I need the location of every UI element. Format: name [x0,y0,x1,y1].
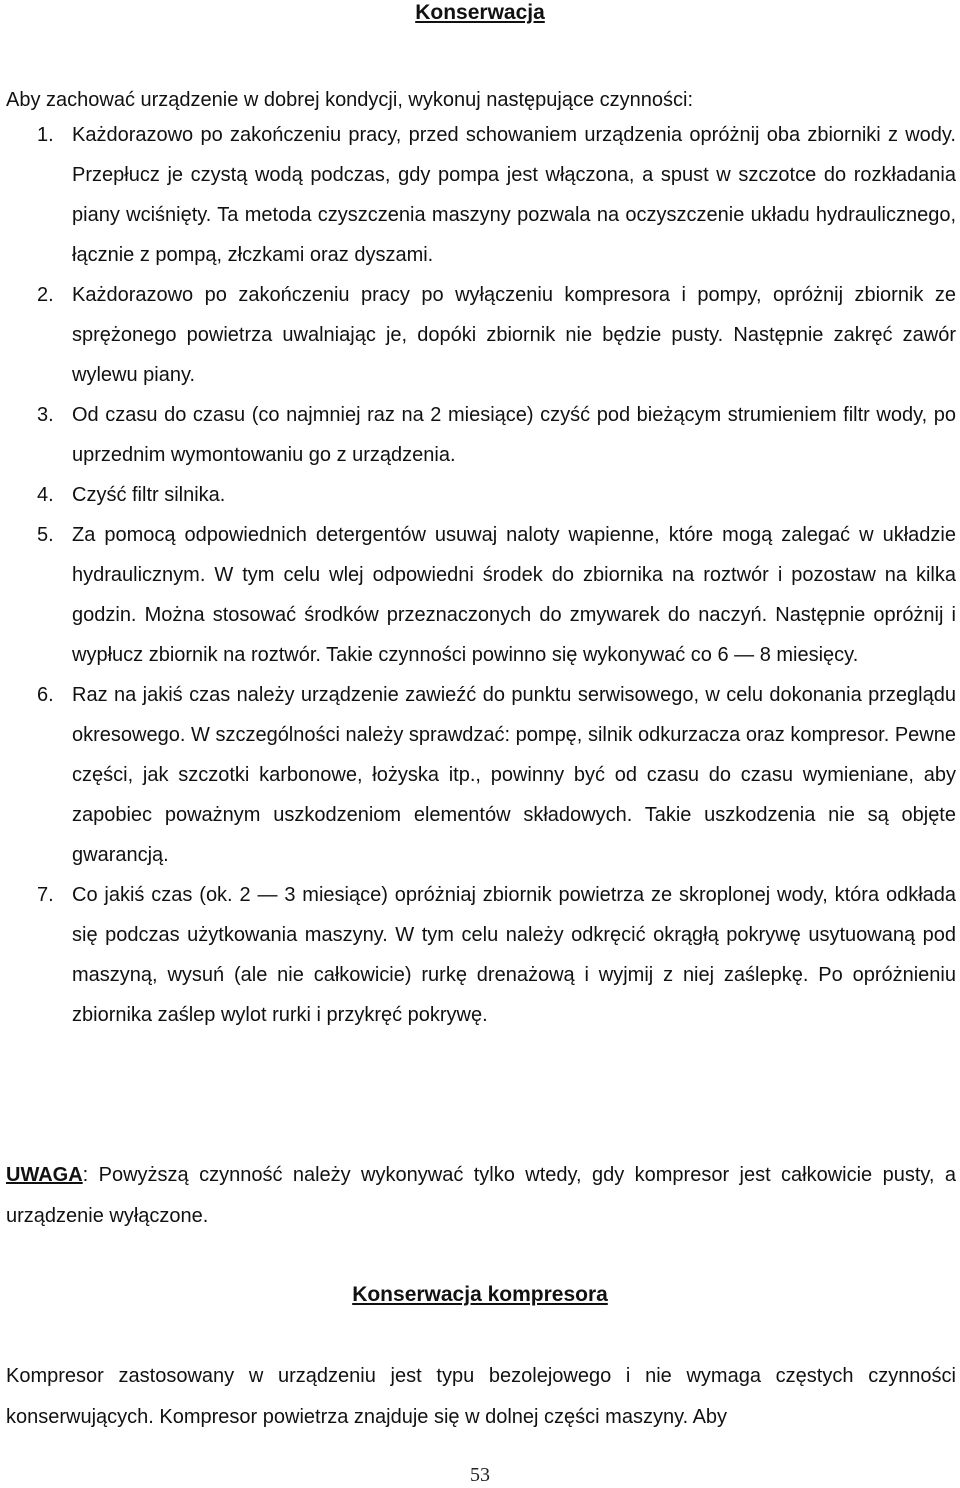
section-heading: Konserwacja [415,1,545,24]
list-item-number: 6. [37,684,54,706]
list-item-number: 5. [37,524,54,546]
list-item-text: Od czasu do czasu (co najmniej raz na 2 miesiące) czyść pod bieżącym strumieniem filtr wody, po uprzednim wymontowaniu go z urządzenia. [72,404,956,466]
list-item [0,395,956,475]
list-item [0,475,956,515]
list-item [0,275,956,395]
warning-label: UWAGA [6,1164,83,1186]
compressor-paragraph: Kompresor zastosowany w urządzeniu jest typu bezolejowego i nie wymaga częstych czynności konserwujących. Kompresor powietrza znajduje się w dolnej części maszyny. Aby [6,1365,956,1428]
warning-text: : Powyższą czynność należy wykonywać tylko wtedy, gdy kompresor jest całkowicie pusty, a urządzenie wyłączone. [6,1164,956,1227]
page-number: 53 [470,1464,490,1486]
list-item-text: Za pomocą odpowiednich detergentów usuwaj naloty wapienne, które mogą zalegać w układzie hydraulicznym. W tym celu wlej odpowiedni środek do zbiornika na roztwór i pozostaw na kilka godzin. Można stosować środków przeznaczonych do zmywarek do naczyń. Następnie opróżnij i wypłucz zbiornik na roztwór. Takie czynności powinno się wykonywać co 6 — 8 miesięcy. [72,524,956,666]
list-item [0,515,956,675]
list-item-text: Czyść filtr silnika. [72,484,226,506]
list-item [0,875,956,1035]
list-item-number: 4. [37,484,54,506]
list-item-text: Każdorazowo po zakończeniu pracy, przed schowaniem urządzenia opróżnij oba zbiorniki z wody. Przepłucz je czystą wodą podczas, gdy pompa jest włączona, a spust w szczotce do rozkładania piany wciśnięty. Ta metoda czyszczenia maszyny pozwala na oczyszczenie układu hydraulicznego, łącznie z pompą, złczkami oraz dyszami. [72,124,956,266]
maintenance-steps-list [0,115,960,1035]
list-item-text: Raz na jakiś czas należy urządzenie zawieźć do punktu serwisowego, w celu dokonania przeglądu okresowego. W szczególności należy sprawdzać: pompę, silnik odkurzacza oraz kompresor. Pewne części, jak szczotki karbonowe, łożyska itp., powinny być od czasu do czasu wymieniane, aby zapobiec poważnym uszkodzeniom elementów składowych. Takie uszkodzenia nie są objęte gwarancją. [72,684,956,866]
list-item-text: Każdorazowo po zakończeniu pracy po wyłączeniu kompresora i pompy, opróżnij zbiornik ze sprężonego powietrza uwalniając je, dopóki zbiornik nie będzie pusty. Następnie zakręć zawór wylewu piany. [72,284,956,386]
compressor-heading: Konserwacja kompresora [352,1283,608,1306]
list-item-number: 3. [37,404,54,426]
list-item [0,115,956,275]
warning-note [6,1155,956,1237]
list-item-text: Co jakiś czas (ok. 2 — 3 miesiące) opróżniaj zbiornik powietrza ze skroplonej wody, która odkłada się podczas użytkowania maszyny. W tym celu należy odkręcić okrągłą pokrywę usytuowaną pod maszyną, wysuń (ale nie całkowicie) rurkę drenażową i wyjmij z niej zaślepkę. Po opróżnieniu zbiornika zaślep wylot rurki i przykręć pokrywę. [72,884,956,1026]
list-item-number: 1. [37,124,54,146]
list-item [0,675,956,875]
list-item-number: 7. [37,884,54,906]
intro-paragraph: Aby zachować urządzenie w dobrej kondycji, wykonuj następujące czynności: [6,89,694,111]
list-item-number: 2. [37,284,54,306]
